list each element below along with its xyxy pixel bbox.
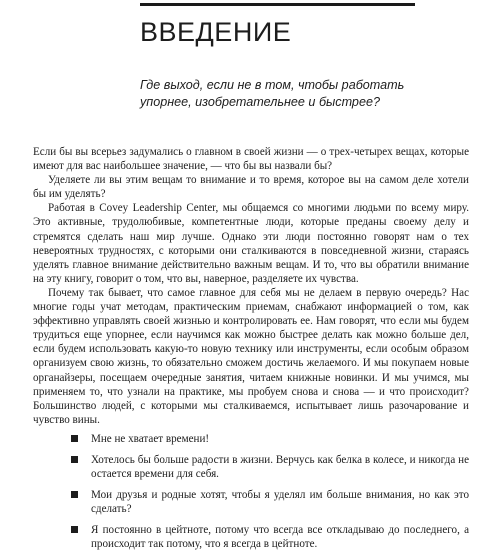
list-item	[91, 432, 469, 446]
chapter-title: ВВЕДЕНИЕ	[140, 17, 292, 47]
body-text	[33, 145, 469, 559]
square-bullet-icon	[71, 491, 78, 498]
list-item-text: Мне не хватает времени!	[91, 432, 210, 445]
list-item	[91, 523, 469, 551]
list-item-text: Мои друзья и родные хотят, чтобы я уделял им больше внимания, но как это сделать?	[91, 489, 469, 516]
paragraph: Работая в Covey Leadership Center, мы общаемся со многими людьми по всему миру. Это активные, трудолюбивые, компетентные люди, которые преданы своему делу и стремятся сделать наш мир лучше. Однако эти люди постоянно говорят нам о тех невероятных трудностях, с которыми они сталкиваются в повседневной жизни, стараясь уделять главное внимание действительно важным вещам. И то, что вы обратили внимание на эту книгу, говорит о том, что вы, наверное, разделяете их чувства.	[33, 202, 469, 285]
list-item-text: Я постоянно в цейтноте, потому что всегда все откладываю до последнего, а происходит так потому, что я всегда в цейтноте.	[91, 524, 469, 551]
complaint-list	[33, 432, 469, 552]
list-item	[91, 488, 469, 516]
square-bullet-icon	[71, 456, 78, 463]
header-rule	[140, 3, 415, 6]
list-item-text: Хотелось бы больше радости в жизни. Верчусь как белка в колесе, и никогда не остается времени для себя.	[91, 453, 469, 481]
paragraph: Если бы вы всерьез задумались о главном в своей жизни — о трех-четырех вещах, которые имеют для вас наибольшее значение, — что бы вы назвали бы?	[33, 146, 469, 173]
paragraph: Почему так бывает, что самое главное для себя мы не делаем в первую очередь? Нас многие годы учат методам, практическим приемам, снабжают информацией о том, как эффективно управлять своей жизнью и контролировать ее. Нам говорят, что если мы будем трудиться еще упорнее, если научимся как можно быстрее делать как можно больше дел, если будем использовать какую-то новую технику или инструменты, если особым образом организуем свою жизнь, то обязательно сможем достичь желаемого. И мы покупаем новые органайзеры, посещаем очередные занятия, читаем книжные новинки. И мы учимся, мы применяем то, что узнали на практике, мы пробуем снова и снова — и что происходит? Большинство людей, с которыми мы сталкиваемся, испытывает лишь разочарование и чувство вины.	[33, 286, 469, 426]
paragraph: Уделяете ли вы этим вещам то внимание и то время, которое вы на самом деле хотели бы им уделять?	[33, 174, 469, 201]
list-item	[91, 453, 469, 481]
chapter-epigraph: Где выход, если не в том, чтобы работать упорнее, изобретательнее и быстрее?	[140, 78, 405, 109]
square-bullet-icon	[71, 526, 78, 533]
square-bullet-icon	[71, 435, 78, 442]
